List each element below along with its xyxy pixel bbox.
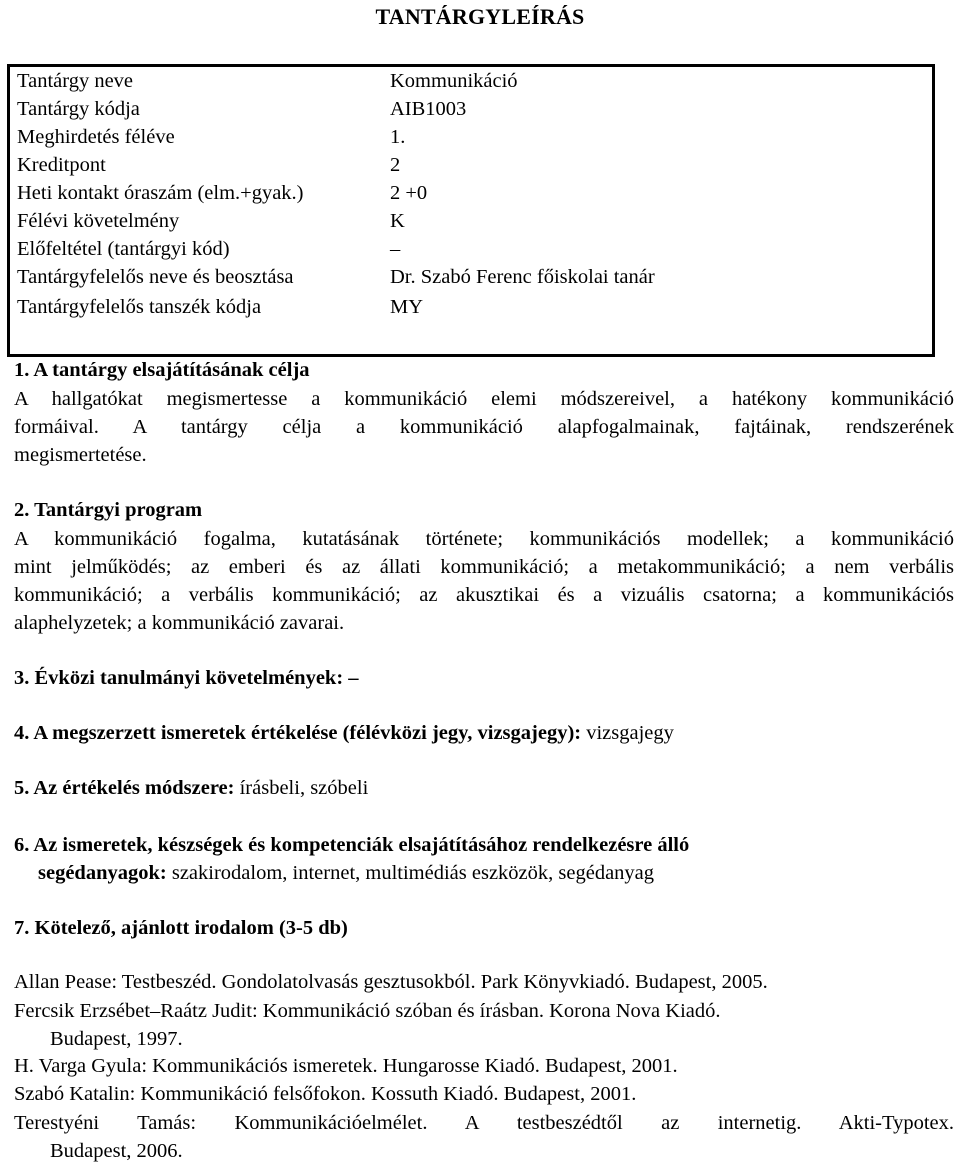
info-row-semester	[10, 126, 932, 156]
info-value: Dr. Szabó Ferenc főiskolai tanár	[390, 266, 655, 288]
reference-item: Terestyéni Tamás: Kommunikációelmélet. A testbeszédtől az internetig. Akti-Typotex.	[14, 1112, 954, 1134]
info-row-course-name	[10, 70, 932, 100]
section-5	[14, 777, 368, 800]
section-2-line: kommunikáció; a verbális kommunikáció; az akusztikai és a vizuális csatorna; a kommunikációs	[14, 584, 954, 606]
info-label: Tantárgyfelelős tanszék kódja	[17, 296, 262, 318]
info-row-requirement	[10, 210, 932, 240]
info-label: Meghirdetés féléve	[17, 126, 175, 148]
section-7-heading: 7. Kötelező, ajánlott irodalom (3-5 db)	[14, 917, 348, 939]
section-5-heading: 5. Az értékelés módszere:	[14, 777, 235, 799]
section-4	[14, 722, 674, 745]
info-label: Tantárgy neve	[17, 70, 134, 92]
section-1-line: formáival. A tantárgy célja a kommunikáció alapfogalmainak, fajtáinak, rendszerének	[14, 416, 954, 438]
reference-item: H. Varga Gyula: Kommunikációs ismeretek. Hungarosse Kiadó. Budapest, 2001.	[14, 1055, 678, 1077]
course-info-table	[7, 64, 935, 357]
section-6-heading-cont: segédanyagok:	[38, 862, 167, 884]
section-1-line: A hallgatókat megismertesse a kommunikáció elemi módszereivel, a hatékony kommunikáció	[14, 388, 954, 410]
info-row-course-code	[10, 98, 932, 128]
section-6-heading: 6. Az ismeretek, készségek és kompetenciák elsajátításához rendelkezésre álló	[14, 834, 690, 856]
info-row-responsible	[10, 266, 932, 296]
document-title: TANTÁRGYLEÍRÁS	[375, 4, 585, 29]
reference-item-cont: Budapest, 2006.	[50, 1140, 183, 1162]
section-6-value: szakirodalom, internet, multimédiás eszközök, segédanyag	[166, 862, 655, 884]
reference-item-cont: Budapest, 1997.	[50, 1028, 183, 1050]
section-1-heading: 1. A tantárgy elsajátításának célja	[14, 359, 310, 381]
section-4-value: vizsgajegy	[581, 722, 674, 744]
section-1-line: megismertetése.	[14, 444, 147, 466]
info-label: Előfeltétel (tantárgyi kód)	[17, 238, 230, 260]
info-row-credits	[10, 154, 932, 184]
section-2-line: mint jelműködés; az emberi és az állati kommunikáció; a metakommunikáció; a nem verbális	[14, 556, 954, 578]
info-value: MY	[390, 296, 424, 318]
info-value: K	[390, 210, 405, 232]
info-label: Tantárgy kódja	[17, 98, 140, 120]
info-row-department	[10, 296, 932, 326]
info-row-prerequisite	[10, 238, 932, 268]
info-value: 1.	[390, 126, 406, 148]
reference-item: Allan Pease: Testbeszéd. Gondolatolvasás gesztusokból. Park Könyvkiadó. Budapest, 2005.	[14, 971, 768, 993]
info-value: AIB1003	[390, 98, 467, 120]
section-5-value: írásbeli, szóbeli	[234, 777, 369, 799]
info-value: 2	[390, 154, 401, 176]
section-2-line: alaphelyzetek; a kommunikáció zavarai.	[14, 612, 345, 634]
info-label: Félévi követelmény	[17, 210, 180, 232]
section-2-line: A kommunikáció fogalma, kutatásának története; kommunikációs modellek; a kommunikáció	[14, 528, 954, 550]
reference-item: Fercsik Erzsébet–Raátz Judit: Kommunikáció szóban és írásban. Korona Nova Kiadó.	[14, 1000, 721, 1022]
info-label: Heti kontakt óraszám (elm.+gyak.)	[17, 182, 304, 204]
section-2-heading: 2. Tantárgyi program	[14, 499, 203, 521]
info-label: Kreditpont	[17, 154, 106, 176]
info-label: Tantárgyfelelős neve és beosztása	[17, 266, 294, 288]
section-4-heading: 4. A megszerzett ismeretek értékelése (félévközi jegy, vizsgajegy):	[14, 722, 582, 744]
section-3-heading: 3. Évközi tanulmányi követelmények: –	[14, 667, 359, 689]
info-value: Kommunikáció	[390, 70, 518, 92]
info-value: –	[390, 238, 401, 260]
info-row-contact-hours	[10, 182, 932, 212]
info-value: 2 +0	[390, 182, 428, 204]
section-6-line	[38, 862, 654, 885]
reference-item: Szabó Katalin: Kommunikáció felsőfokon. Kossuth Kiadó. Budapest, 2001.	[14, 1083, 637, 1105]
